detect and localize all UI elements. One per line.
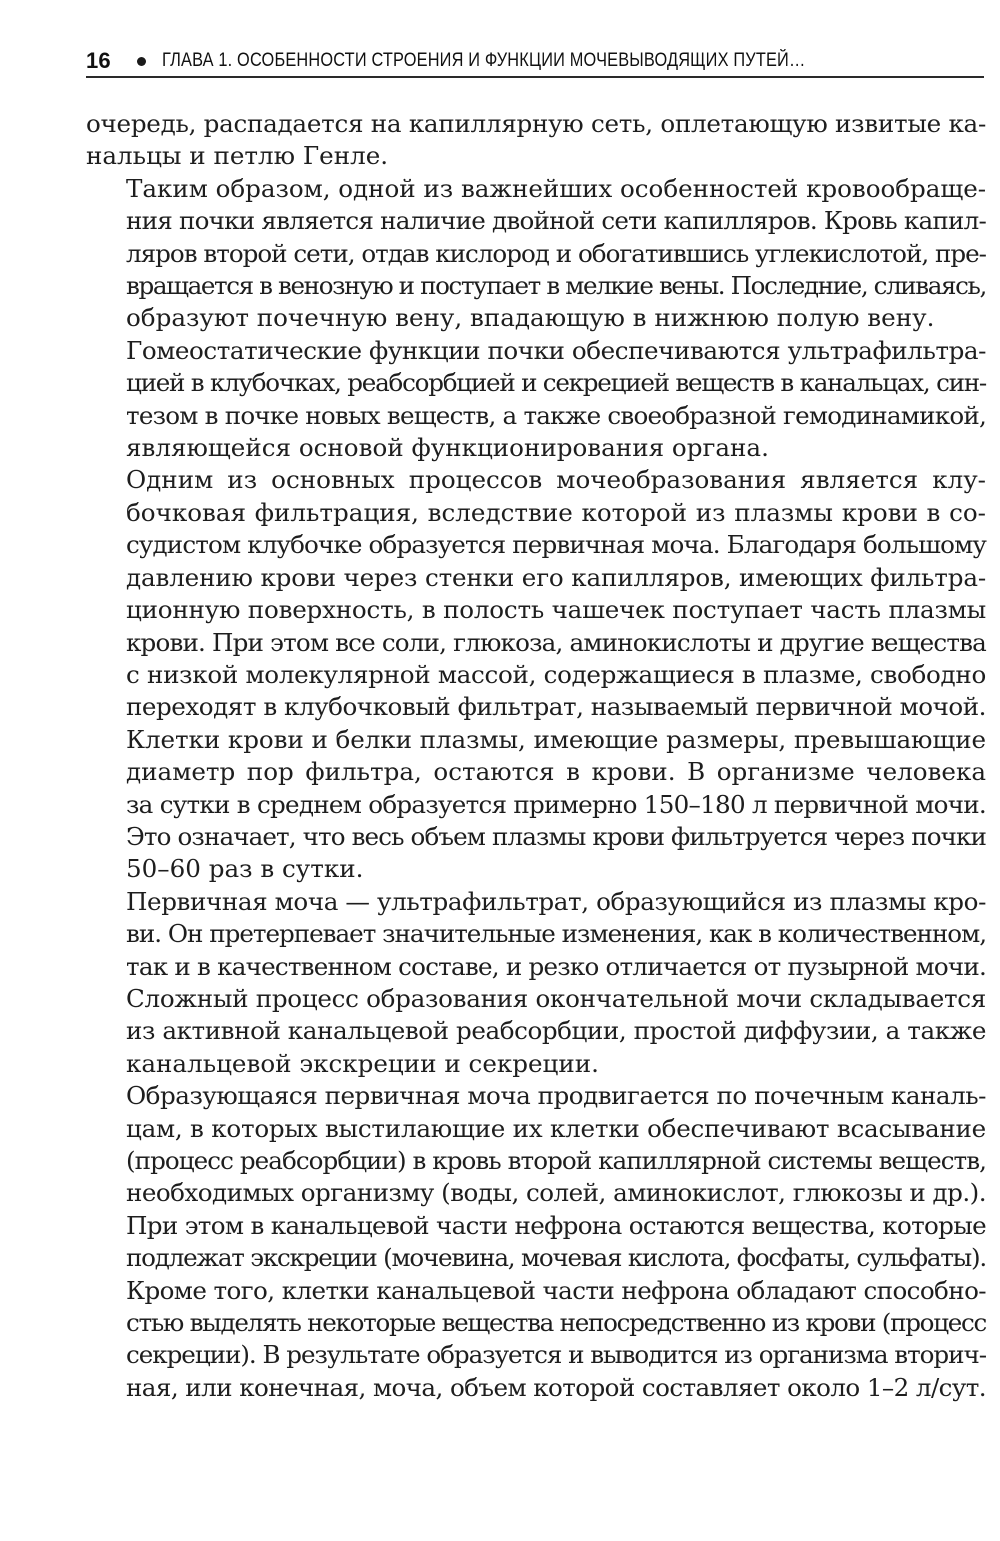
text-line: 50–60 раз в сутки.	[126, 854, 364, 884]
text-line: ния почки является наличие двойной сети капилляров. Кровь капил-	[126, 206, 986, 236]
text-line: тезом в почке новых веществ, а также своеобразной гемодинамикой,	[126, 400, 986, 430]
text-line: Одним из основных процессов мочеобразования является клу-	[126, 465, 986, 495]
text-line: При этом в канальцевой части нефрона остаются вещества, которые	[126, 1210, 986, 1240]
text-line: цам, в которых выстилающие их клетки обеспечивают всасывание	[126, 1113, 986, 1143]
text-line: давлению крови через стенки его капилляров, имеющих фильтра-	[126, 562, 986, 592]
page-number: 16	[86, 48, 111, 73]
text-line: подлежат экскреции (мочевина, мочевая кислота, фосфаты, сульфаты).	[126, 1243, 986, 1273]
text-line: крови. При этом все соли, глюкоза, аминокислоты и другие вещества	[126, 627, 986, 657]
text-line: Это означает, что весь объем плазмы крови фильтруется через почки	[126, 821, 986, 851]
paragraph-6	[86, 1080, 986, 1404]
text-line: диаметр пор фильтра, остаются в крови. В организме человека	[126, 757, 986, 787]
text-line: являющейся основой функционирования органа.	[126, 433, 769, 463]
text-line: за сутки в среднем образуется примерно 150–180 л первичной мочи.	[126, 789, 986, 819]
text-line: с низкой молекулярной массой, содержащиеся в плазме, свободно	[126, 659, 986, 689]
text-line: бочковая фильтрация, вследствие которой из плазмы крови в со-	[126, 497, 986, 527]
paragraph-3	[86, 335, 986, 465]
text-line: ляров второй сети, отдав кислород и обогатившись углекислотой, пре-	[126, 238, 986, 268]
text-line: Гомеостатические функции почки обеспечиваются ультрафильтра-	[126, 335, 986, 365]
text-line: Таким образом, одной из важнейших особенностей кровообраще-	[126, 173, 986, 203]
text-line: ционную поверхность, в полость чашечек поступает часть плазмы	[126, 595, 986, 625]
text-line: стью выделять некоторые вещества непосредственно из крови (процесс	[126, 1308, 987, 1338]
text-line: канальцевой экскреции и секреции.	[126, 1048, 599, 1078]
text-line: цией в клубочках, реабсорбцией и секрецией веществ в канальцах, син-	[126, 368, 986, 398]
paragraph-1	[86, 108, 986, 173]
text-line: очередь, распадается на капиллярную сеть, оплетающую извитые ка-	[86, 109, 986, 138]
text-line: (процесс реабсорбции) в кровь второй капиллярной системы веществ,	[126, 1146, 986, 1175]
text-line: Кроме того, клетки канальцевой части нефрона обладают способно-	[126, 1275, 986, 1305]
paragraph-2	[86, 173, 986, 335]
text-line: Клетки крови и белки плазмы, имеющие размеры, превышающие	[126, 724, 986, 754]
text-line: ви. Он претерпевает значительные изменения, как в количественном,	[126, 919, 986, 949]
text-line: так и в качественном составе, и резко отличается от пузырной мочи.	[126, 951, 986, 981]
text-line: из активной канальцевой реабсорбции, простой диффузии, а также	[126, 1016, 986, 1046]
text-line: переходят в клубочковый фильтрат, называемый первичной мочой.	[126, 692, 986, 722]
text-line: необходимых организму (воды, солей, аминокислот, глюкозы и др.).	[126, 1178, 986, 1208]
text-line: вращается в венозную и поступает в мелкие вены. Последние, сливаясь,	[126, 271, 986, 301]
text-line: образуют почечную вену, впадающую в нижнюю полую вену.	[126, 303, 935, 333]
running-header	[86, 46, 984, 78]
text-line: судистом клубочке образуется первичная моча. Благодаря большому	[126, 530, 986, 560]
text-line: Образующаяся первичная моча продвигается по почечным каналь-	[126, 1081, 986, 1111]
text-line: ная, или конечная, моча, объем которой составляет около 1–2 л/сут.	[126, 1372, 986, 1402]
bullet-separator-icon	[137, 57, 146, 66]
paragraph-4	[86, 464, 986, 885]
text-line: секреции). В результате образуется и выводится из организма вторич-	[126, 1340, 986, 1370]
text-line: нальцы и петлю Генле.	[86, 141, 389, 171]
paragraph-5	[86, 886, 986, 1080]
body-text	[86, 108, 986, 1404]
text-line: Сложный процесс образования окончательной мочи складывается	[126, 983, 986, 1013]
text-line: Первичная моча — ультрафильтрат, образующийся из плазмы кро-	[126, 886, 986, 916]
chapter-title: ГЛАВА 1. ОСОБЕННОСТИ СТРОЕНИЯ И ФУНКЦИИ МОЧЕВЫВОДЯЩИХ ПУТЕЙ…	[161, 50, 806, 71]
